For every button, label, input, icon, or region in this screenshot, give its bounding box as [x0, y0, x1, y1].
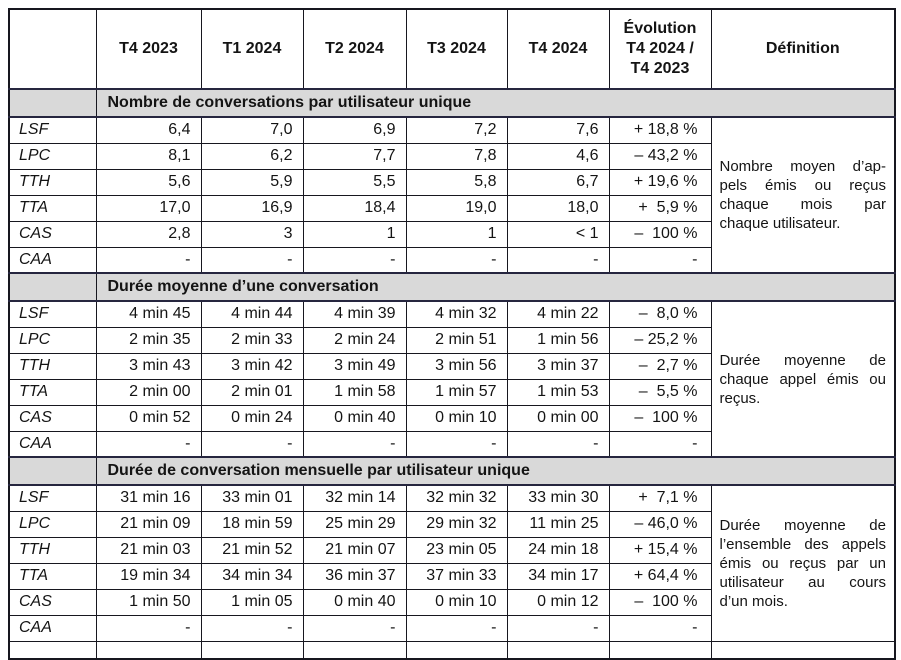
- row-label: CAS: [9, 405, 96, 431]
- value-cell: 33 min 30: [507, 485, 609, 511]
- value-cell: 34 min 34: [201, 563, 303, 589]
- evolution-cell: – 25,2 %: [609, 327, 711, 353]
- definition-line: reçus.: [719, 389, 761, 407]
- value-cell: 3 min 43: [96, 353, 201, 379]
- value-cell: 0 min 10: [406, 405, 507, 431]
- evolution-header-line: Évolution: [623, 20, 697, 37]
- value-cell: < 1: [507, 221, 609, 247]
- value-cell: 1 min 05: [201, 589, 303, 615]
- value-cell: -: [406, 431, 507, 457]
- value-cell: 5,6: [96, 169, 201, 195]
- value-cell: 4 min 22: [507, 301, 609, 327]
- value-cell: 1 min 56: [507, 327, 609, 353]
- value-cell: 19 min 34: [96, 563, 201, 589]
- row-label: CAA: [9, 615, 96, 641]
- cropped-cell: [201, 641, 303, 659]
- evolution-cell: + 15,4 %: [609, 537, 711, 563]
- value-cell: 2 min 01: [201, 379, 303, 405]
- value-cell: 2 min 33: [201, 327, 303, 353]
- definition-cell: [711, 117, 895, 273]
- cropped-cell: [609, 641, 711, 659]
- value-cell: -: [406, 247, 507, 273]
- section-band-row: [9, 457, 895, 485]
- section-title: Durée de conversation mensuelle par utilisateur unique: [96, 457, 895, 485]
- section-band-corner: [9, 89, 96, 117]
- value-cell: 34 min 17: [507, 563, 609, 589]
- value-cell: 32 min 14: [303, 485, 406, 511]
- row-label: LSF: [9, 485, 96, 511]
- value-cell: 3 min 56: [406, 353, 507, 379]
- definition-cell: [711, 485, 895, 641]
- column-header-t4-2024: T4 2024: [507, 9, 609, 89]
- value-cell: 1 min 58: [303, 379, 406, 405]
- column-header-t3-2024: T3 2024: [406, 9, 507, 89]
- value-cell: 17,0: [96, 195, 201, 221]
- value-cell: 25 min 29: [303, 511, 406, 537]
- value-cell: 21 min 52: [201, 537, 303, 563]
- value-cell: 0 min 12: [507, 589, 609, 615]
- evolution-cell: + 19,6 %: [609, 169, 711, 195]
- value-cell: 32 min 32: [406, 485, 507, 511]
- value-cell: -: [303, 431, 406, 457]
- value-cell: 0 min 24: [201, 405, 303, 431]
- value-cell: 7,8: [406, 143, 507, 169]
- row-label: LSF: [9, 117, 96, 143]
- evolution-cell: – 5,5 %: [609, 379, 711, 405]
- evolution-cell: + 5,9 %: [609, 195, 711, 221]
- value-cell: -: [303, 615, 406, 641]
- column-header-t4-2023: T4 2023: [96, 9, 201, 89]
- row-label: TTA: [9, 195, 96, 221]
- value-cell: -: [201, 247, 303, 273]
- definition-line: Durée moyenne de: [719, 351, 886, 369]
- cropped-cell: [711, 641, 895, 659]
- statistics-table: [8, 8, 896, 660]
- definition-line: pels émis ou reçus: [719, 177, 886, 194]
- value-cell: 4 min 45: [96, 301, 201, 327]
- definition-line: émis ou reçus par un: [719, 554, 886, 572]
- value-cell: -: [406, 615, 507, 641]
- value-cell: 37 min 33: [406, 563, 507, 589]
- table-row: [9, 485, 895, 511]
- row-label: TTA: [9, 563, 96, 589]
- value-cell: -: [201, 431, 303, 457]
- value-cell: -: [303, 247, 406, 273]
- value-cell: 36 min 37: [303, 563, 406, 589]
- definition-line: d’un mois.: [719, 592, 788, 610]
- value-cell: 3: [201, 221, 303, 247]
- definition-cell: [711, 301, 895, 457]
- value-cell: 7,2: [406, 117, 507, 143]
- value-cell: 1 min 50: [96, 589, 201, 615]
- definition-line: chaque mois par: [719, 196, 886, 213]
- row-label: CAS: [9, 221, 96, 247]
- value-cell: 21 min 03: [96, 537, 201, 563]
- value-cell: 5,8: [406, 169, 507, 195]
- cropped-cell: [96, 641, 201, 659]
- row-label: CAA: [9, 247, 96, 273]
- value-cell: 31 min 16: [96, 485, 201, 511]
- value-cell: 7,6: [507, 117, 609, 143]
- value-cell: -: [507, 247, 609, 273]
- evolution-cell: + 64,4 %: [609, 563, 711, 589]
- value-cell: -: [507, 431, 609, 457]
- value-cell: 21 min 09: [96, 511, 201, 537]
- evolution-cell: – 8,0 %: [609, 301, 711, 327]
- value-cell: 0 min 40: [303, 405, 406, 431]
- value-cell: 29 min 32: [406, 511, 507, 537]
- evolution-cell: – 100 %: [609, 589, 711, 615]
- value-cell: 19,0: [406, 195, 507, 221]
- value-cell: 6,4: [96, 117, 201, 143]
- evolution-header-line: T4 2023: [630, 60, 690, 77]
- value-cell: 4 min 44: [201, 301, 303, 327]
- section-title: Nombre de conversations par utilisateur unique: [96, 89, 895, 117]
- definition-line: Durée moyenne de: [719, 516, 886, 534]
- value-cell: 6,2: [201, 143, 303, 169]
- evolution-header-line: T4 2024 /: [626, 40, 694, 57]
- value-cell: 16,9: [201, 195, 303, 221]
- cropped-cell: [507, 641, 609, 659]
- column-header-evolution: [609, 9, 711, 89]
- cropped-cell: [303, 641, 406, 659]
- row-label: TTH: [9, 537, 96, 563]
- value-cell: 4 min 32: [406, 301, 507, 327]
- value-cell: 18,4: [303, 195, 406, 221]
- definition-line: l’ensemble des appels: [719, 535, 886, 553]
- value-cell: 24 min 18: [507, 537, 609, 563]
- value-cell: 0 min 40: [303, 589, 406, 615]
- cropped-cell: [9, 641, 96, 659]
- evolution-cell: – 46,0 %: [609, 511, 711, 537]
- value-cell: 5,9: [201, 169, 303, 195]
- evolution-cell: – 2,7 %: [609, 353, 711, 379]
- value-cell: 2 min 51: [406, 327, 507, 353]
- value-cell: 6,7: [507, 169, 609, 195]
- value-cell: 2 min 00: [96, 379, 201, 405]
- value-cell: 2,8: [96, 221, 201, 247]
- evolution-cell: + 7,1 %: [609, 485, 711, 511]
- table-body: [9, 89, 895, 659]
- table-row: [9, 301, 895, 327]
- value-cell: 8,1: [96, 143, 201, 169]
- row-label: CAS: [9, 589, 96, 615]
- value-cell: -: [201, 615, 303, 641]
- definition-line: chaque utilisateur.: [719, 215, 841, 232]
- row-label: LPC: [9, 143, 96, 169]
- section-band-corner: [9, 457, 96, 485]
- row-label: LPC: [9, 327, 96, 353]
- evolution-cell: -: [609, 615, 711, 641]
- section-band-row: [9, 273, 895, 301]
- value-cell: 3 min 37: [507, 353, 609, 379]
- value-cell: 7,0: [201, 117, 303, 143]
- column-header-t2-2024: T2 2024: [303, 9, 406, 89]
- value-cell: 0 min 52: [96, 405, 201, 431]
- evolution-cell: -: [609, 431, 711, 457]
- value-cell: 5,5: [303, 169, 406, 195]
- table-row: [9, 117, 895, 143]
- value-cell: 2 min 24: [303, 327, 406, 353]
- value-cell: -: [507, 615, 609, 641]
- column-header-t1-2024: T1 2024: [201, 9, 303, 89]
- value-cell: 3 min 42: [201, 353, 303, 379]
- evolution-cell: – 100 %: [609, 221, 711, 247]
- value-cell: 6,9: [303, 117, 406, 143]
- cropped-cell: [406, 641, 507, 659]
- value-cell: 2 min 35: [96, 327, 201, 353]
- evolution-cell: -: [609, 247, 711, 273]
- definition-line: utilisateur au cours: [719, 573, 886, 591]
- section-band-row: [9, 89, 895, 117]
- row-label: TTH: [9, 169, 96, 195]
- value-cell: -: [96, 615, 201, 641]
- column-header-definition: Définition: [711, 9, 895, 89]
- value-cell: 23 min 05: [406, 537, 507, 563]
- value-cell: 1: [406, 221, 507, 247]
- value-cell: 21 min 07: [303, 537, 406, 563]
- row-label: TTA: [9, 379, 96, 405]
- evolution-cell: + 18,8 %: [609, 117, 711, 143]
- row-label: CAA: [9, 431, 96, 457]
- value-cell: 7,7: [303, 143, 406, 169]
- value-cell: 11 min 25: [507, 511, 609, 537]
- value-cell: 18,0: [507, 195, 609, 221]
- value-cell: 33 min 01: [201, 485, 303, 511]
- section-title: Durée moyenne d’une conversation: [96, 273, 895, 301]
- value-cell: 1 min 57: [406, 379, 507, 405]
- row-label: LSF: [9, 301, 96, 327]
- value-cell: 18 min 59: [201, 511, 303, 537]
- evolution-cell: – 100 %: [609, 405, 711, 431]
- value-cell: 1 min 53: [507, 379, 609, 405]
- cropped-partial-row: [9, 641, 895, 659]
- value-cell: 0 min 00: [507, 405, 609, 431]
- header-row: [9, 9, 895, 89]
- definition-line: chaque appel émis ou: [719, 370, 886, 388]
- value-cell: 3 min 49: [303, 353, 406, 379]
- value-cell: -: [96, 247, 201, 273]
- value-cell: 4 min 39: [303, 301, 406, 327]
- row-label: TTH: [9, 353, 96, 379]
- evolution-cell: – 43,2 %: [609, 143, 711, 169]
- section-band-corner: [9, 273, 96, 301]
- value-cell: 1: [303, 221, 406, 247]
- corner-cell: [9, 9, 96, 89]
- row-label: LPC: [9, 511, 96, 537]
- value-cell: 4,6: [507, 143, 609, 169]
- value-cell: 0 min 10: [406, 589, 507, 615]
- value-cell: -: [96, 431, 201, 457]
- definition-line: Nombre moyen d’ap-: [719, 158, 886, 175]
